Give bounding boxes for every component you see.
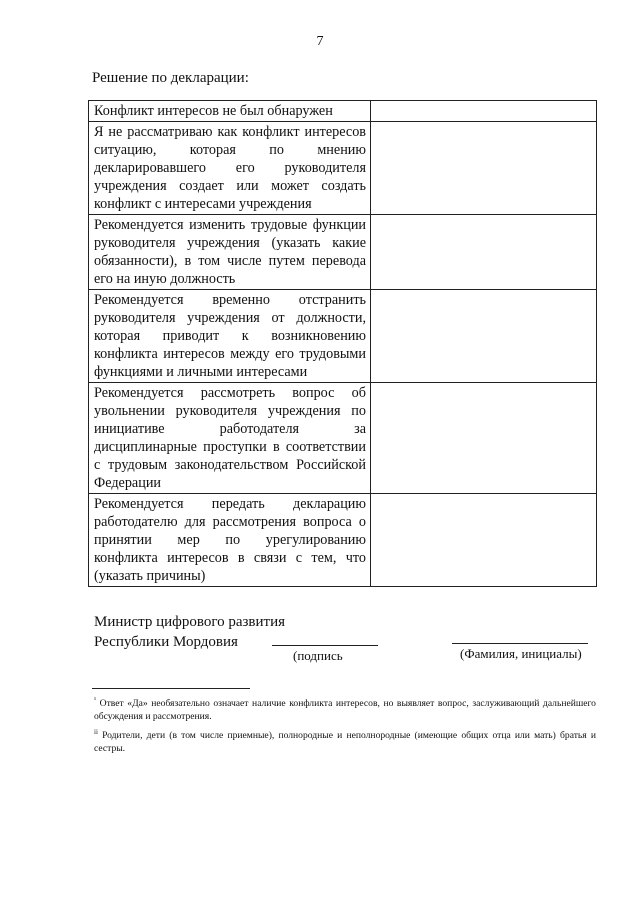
decision-option-text: Конфликт интересов не был обнаружен [89, 101, 371, 122]
decision-answer-cell[interactable] [371, 290, 597, 383]
decision-option-text: Рекомендуется изменить трудовые функции руководителя учреждения (указать какие обязанности), в том числе путем перевода его на иную должность [89, 215, 371, 290]
page-number: 7 [316, 34, 324, 49]
footnote-text: Родители, дети (в том числе приемные), полнородные и неполнородные (имеющие общих отца или мать) братья и сестры. [94, 730, 596, 755]
decision-answer-cell[interactable] [371, 383, 597, 494]
table-row [89, 215, 597, 290]
footnote-mark: ii [94, 728, 98, 737]
decision-option-text: Рекомендуется рассмотреть вопрос об увольнении руководителя учреждения по инициативе работодателя за дисциплинарные проступки в соответствии с трудовым законодательством Российской Федерации [89, 383, 371, 494]
decision-option-text: Я не рассматриваю как конфликт интересов ситуацию, которая по мнению декларировавшего его руководителя учреждения создает или может создать конфликт с интересами учреждения [89, 122, 371, 215]
decision-answer-cell[interactable] [371, 122, 597, 215]
footnote [94, 726, 596, 755]
footnote-text: Ответ «Да» необязательно означает наличие конфликта интересов, но выявляет вопрос, заслуживающий дальнейшего обсуждения и рассмотрения. [94, 698, 596, 723]
name-caption: (Фамилия, инициалы) [460, 646, 582, 661]
table-row [89, 383, 597, 494]
table-row [89, 494, 597, 587]
name-line[interactable] [452, 643, 588, 644]
footnotes [94, 694, 596, 758]
signature-caption: (подпись [293, 648, 343, 663]
decision-answer-cell[interactable] [371, 215, 597, 290]
footnote-mark: ¹ [94, 696, 97, 704]
table-row [89, 122, 597, 215]
signature-line[interactable] [272, 645, 378, 646]
decision-option-text: Рекомендуется временно отстранить руководителя учреждения от должности, которая приводит к возникновению конфликта интересов между его трудовыми функциями и личными интересами [89, 290, 371, 383]
decision-table [88, 100, 597, 587]
signatory-position-line2: Республики Мордовия [94, 634, 238, 650]
signatory-position-line1: Министр цифрового развития [94, 614, 286, 630]
footnote-divider [92, 688, 250, 689]
signatory-block [94, 612, 285, 652]
decision-option-text: Рекомендуется передать декларацию работодателю для рассмотрения вопроса о принятии мер по урегулированию конфликта интересов в связи с тем, что (указать причины) [89, 494, 371, 587]
table-row [89, 290, 597, 383]
footnote [94, 694, 596, 723]
decision-answer-cell[interactable] [371, 494, 597, 587]
decision-answer-cell[interactable] [371, 101, 597, 122]
section-title: Решение по декларации: [92, 70, 249, 86]
table-row [89, 101, 597, 122]
